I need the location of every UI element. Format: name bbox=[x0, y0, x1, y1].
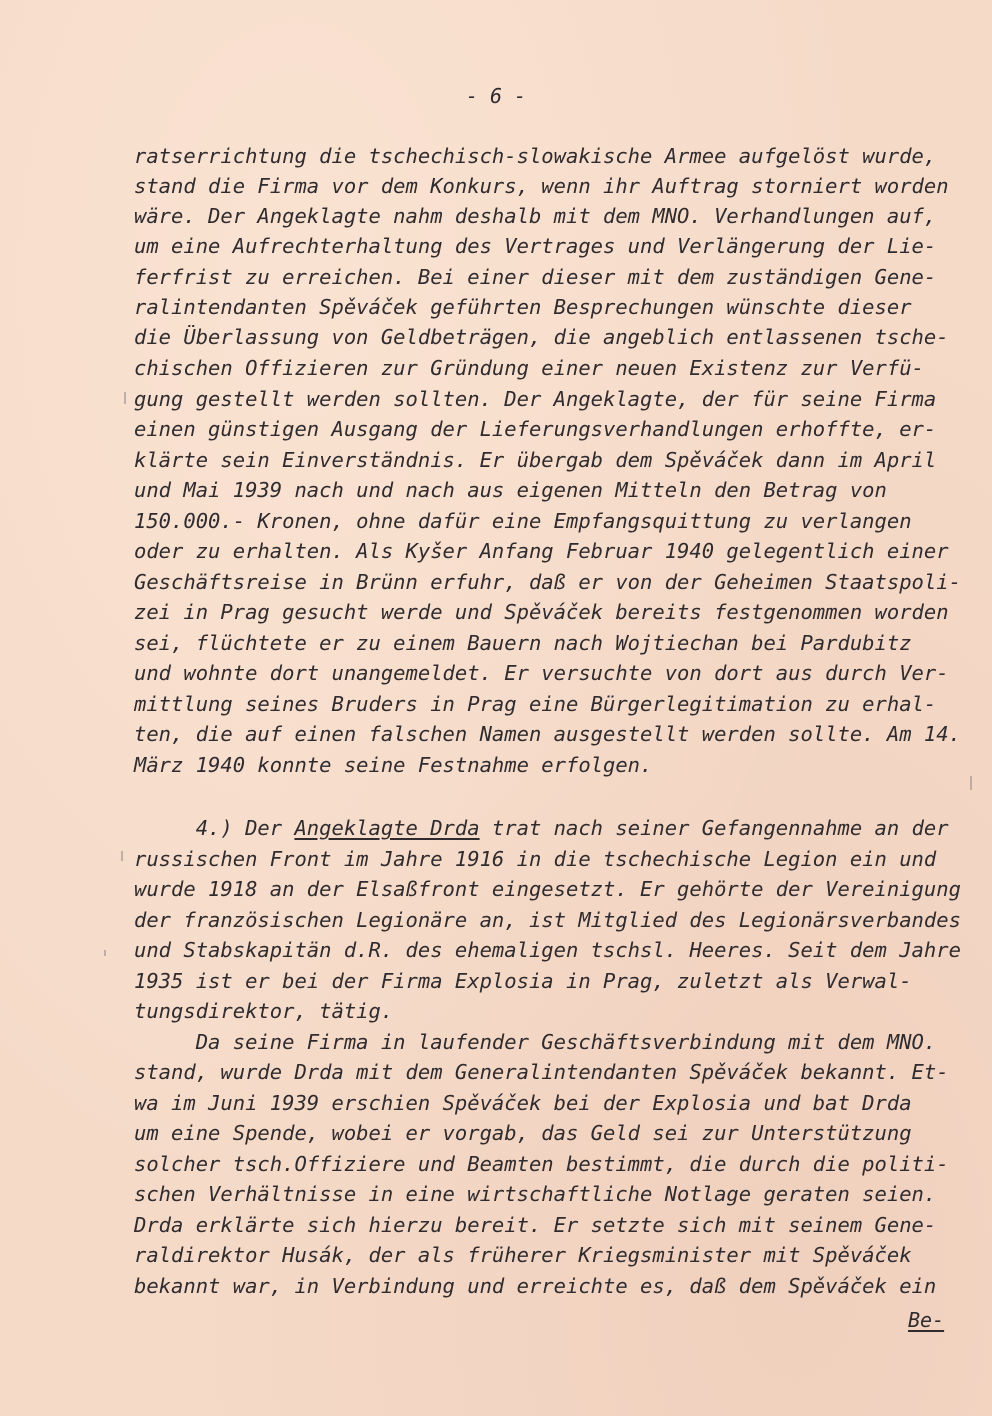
text-line: solcher tsch.Offiziere und Beamten bestimmt, die durch die politi- bbox=[134, 1152, 949, 1176]
text-line: und Stabskapitän d.R. des ehemaligen tschsl. Heeres. Seit dem Jahre bbox=[134, 938, 961, 962]
text-line: ten, die auf einen falschen Namen ausgestellt werden sollte. Am 14. bbox=[134, 722, 961, 746]
text-line: wa im Juni 1939 erschien Spěváček bei der Explosia und bat Drda bbox=[134, 1091, 912, 1115]
margin-mark bbox=[970, 776, 972, 790]
text-fragment: trat nach seiner Gefangennahme an der bbox=[479, 816, 949, 840]
text-line: zei in Prag gesucht werde und Spěváček bereits festgenommen worden bbox=[134, 600, 949, 624]
text-line: die Überlassung von Geldbeträgen, die angeblich entlassenen tsche- bbox=[134, 325, 949, 349]
text-line: wurde 1918 an der Elsaßfront eingesetzt. Er gehörte der Vereinigung bbox=[134, 877, 961, 901]
text-line: ferfrist zu erreichen. Bei einer dieser mit dem zuständigen Gene- bbox=[134, 265, 937, 289]
text-line: Geschäftsreise in Brünn erfuhr, daß er von der Geheimen Staatspoli- bbox=[134, 570, 961, 594]
margin-mark bbox=[124, 392, 126, 404]
text-line: um eine Aufrechterhaltung des Vertrages und Verlängerung der Lie- bbox=[134, 234, 937, 258]
text-line: raldirektor Husák, der als früherer Kriegsminister mit Spěváček bbox=[134, 1243, 912, 1267]
text-line: und Mai 1939 nach und nach aus eigenen Mitteln den Betrag von bbox=[134, 478, 887, 502]
margin-mark bbox=[104, 950, 106, 956]
text-line: März 1940 konnte seine Festnahme erfolgen. bbox=[134, 753, 653, 777]
page-number: - 6 - bbox=[465, 84, 527, 108]
text-line: klärte sein Einverständnis. Er übergab dem Spěváček dann im April bbox=[134, 448, 937, 472]
text-line: der französischen Legionäre an, ist Mitglied des Legionärsverbandes bbox=[134, 908, 961, 932]
text-line: chischen Offizieren zur Gründung einer neuen Existenz zur Verfü- bbox=[134, 356, 924, 380]
text-line: stand, wurde Drda mit dem Generalintendanten Spěváček bekannt. Et- bbox=[134, 1060, 949, 1084]
text-line: ralintendanten Spěváček geführten Besprechungen wünschte dieser bbox=[134, 295, 912, 319]
text-line: mittlung seines Bruders in Prag eine Bürgerlegitimation zu erhal- bbox=[134, 692, 937, 716]
text-line: um eine Spende, wobei er vorgab, das Geld sei zur Unterstützung bbox=[134, 1121, 912, 1145]
text-line: ratserrichtung die tschechisch-slowakische Armee aufgelöst wurde, bbox=[134, 144, 937, 168]
text-line: Drda erklärte sich hierzu bereit. Er setzte sich mit seinem Gene- bbox=[134, 1213, 937, 1237]
text-line bbox=[134, 813, 949, 843]
text-line: einen günstigen Ausgang der Lieferungsverhandlungen erhoffte, er- bbox=[134, 417, 937, 441]
text-line: russischen Front im Jahre 1916 in die tschechische Legion ein und bbox=[134, 847, 937, 871]
text-line: gung gestellt werden sollten. Der Angeklagte, der für seine Firma bbox=[134, 387, 937, 411]
text-line: stand die Firma vor dem Konkurs, wenn ihr Auftrag storniert worden bbox=[134, 174, 949, 198]
text-line: und wohnte dort unangemeldet. Er versuchte von dort aus durch Ver- bbox=[134, 661, 949, 685]
text-line: 150.000.- Kronen, ohne dafür eine Empfangsquittung zu verlangen bbox=[134, 509, 912, 533]
page-continuation: Be- bbox=[908, 1308, 945, 1332]
underlined-heading: Angeklagte Drda bbox=[294, 816, 480, 840]
text-line: schen Verhältnisse in eine wirtschaftliche Notlage geraten seien. bbox=[134, 1182, 937, 1206]
text-line: wäre. Der Angeklagte nahm deshalb mit dem MNO. Verhandlungen auf, bbox=[134, 204, 937, 228]
text-line: oder zu erhalten. Als Kyšer Anfang Februar 1940 gelegentlich einer bbox=[134, 539, 949, 563]
text-line: bekannt war, in Verbindung und erreichte es, daß dem Spěváček ein bbox=[134, 1274, 937, 1298]
text-fragment: 4.) Der bbox=[134, 816, 295, 840]
text-line: tungsdirektor, tätig. bbox=[134, 999, 394, 1023]
text-line: Da seine Firma in laufender Geschäftsverbindung mit dem MNO. bbox=[134, 1030, 937, 1054]
text-line: 1935 ist er bei der Firma Explosia in Prag, zuletzt als Verwal- bbox=[134, 969, 912, 993]
text-line: sei, flüchtete er zu einem Bauern nach Wojtiechan bei Pardubitz bbox=[134, 631, 912, 655]
margin-mark bbox=[121, 851, 123, 861]
